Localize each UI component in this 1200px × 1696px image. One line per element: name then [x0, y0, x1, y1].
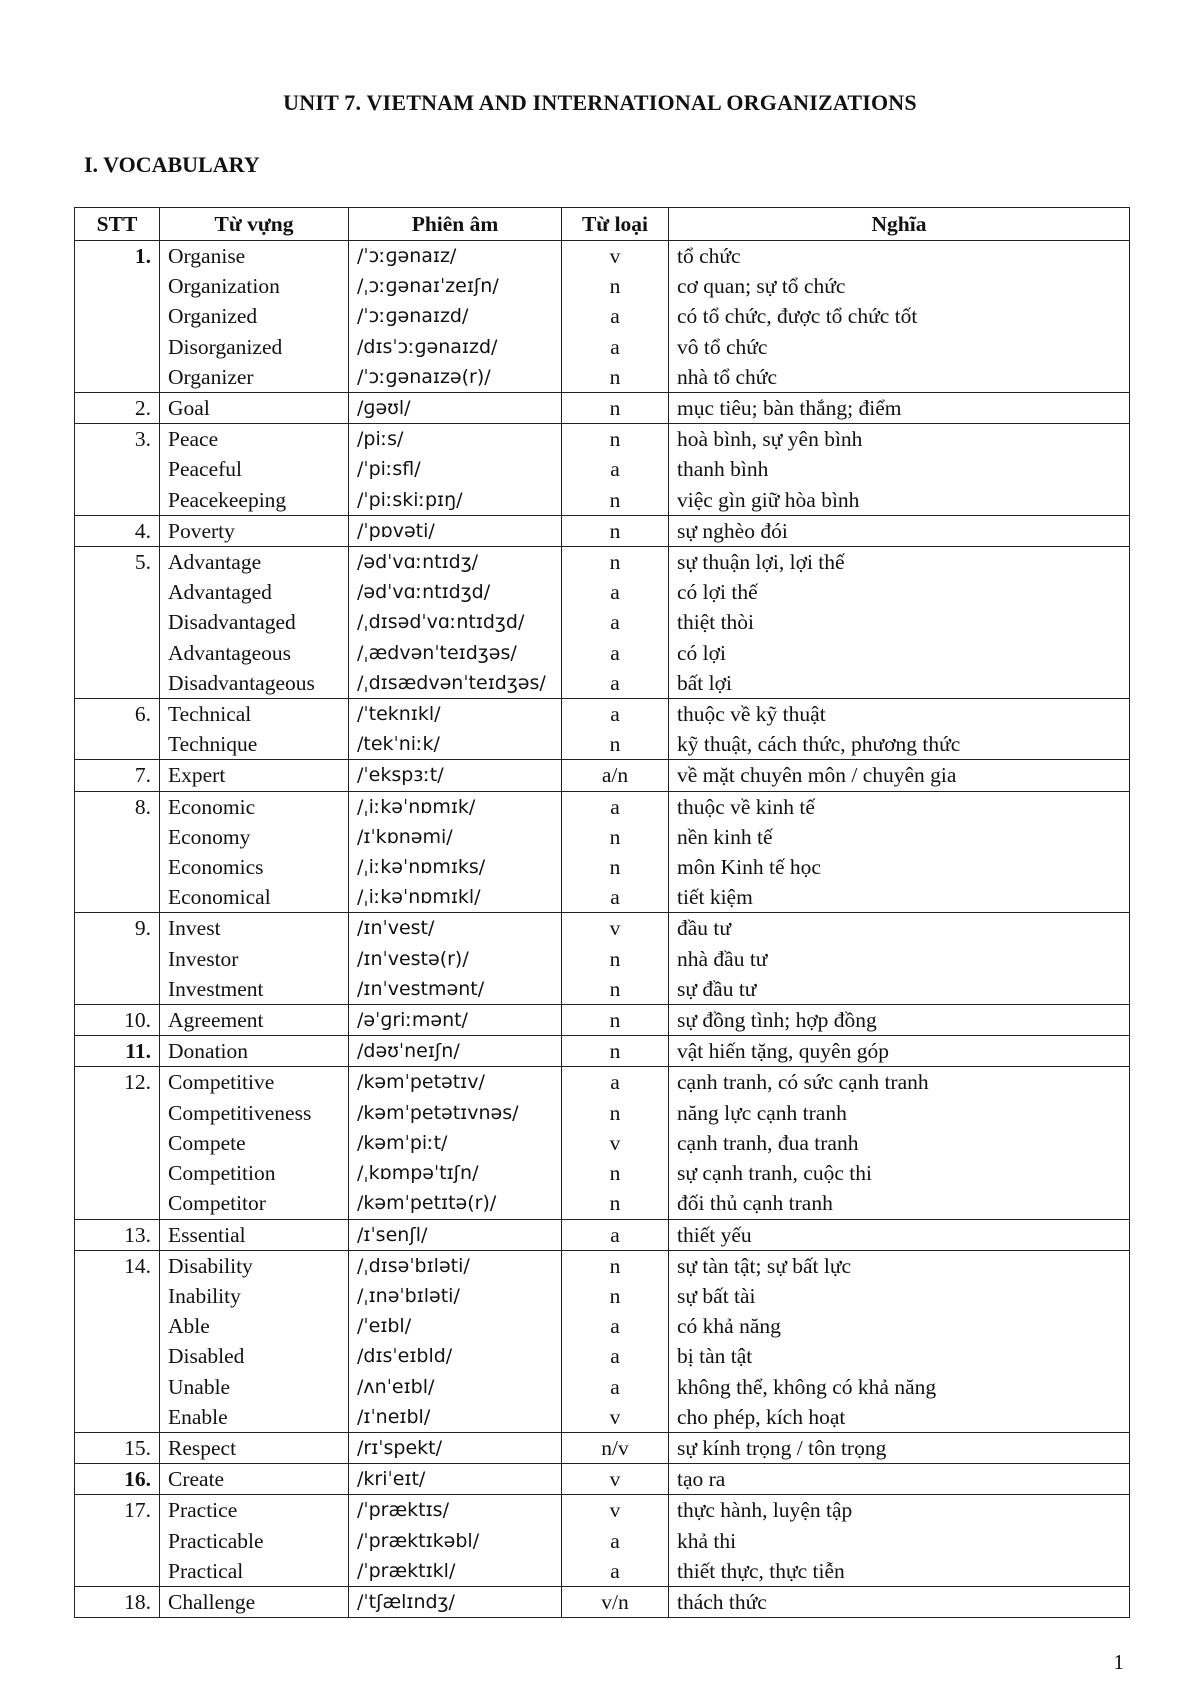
stt-cell [75, 1158, 160, 1188]
pos-cell: a [562, 1341, 669, 1371]
table-row [75, 699, 1130, 730]
vocab-group [75, 913, 1130, 1005]
ipa-cell: /ɪnˈvestə(r)/ [349, 944, 562, 974]
meaning-cell: thiết yếu [669, 1219, 1130, 1250]
pos-cell: n [562, 974, 669, 1005]
stt-cell [75, 1341, 160, 1371]
pos-cell: n [562, 424, 669, 455]
ipa-cell: /ɡəʊl/ [349, 393, 562, 424]
table-row [75, 515, 1130, 546]
meaning-cell: sự thuận lợi, lợi thế [669, 547, 1130, 578]
table-row [75, 1402, 1130, 1433]
stt-cell [75, 577, 160, 607]
word-cell: Economic [160, 791, 349, 822]
table-row [75, 1311, 1130, 1341]
ipa-cell: /ˈɔːɡənaɪz/ [349, 241, 562, 272]
pos-cell: n [562, 271, 669, 301]
vocab-group [75, 760, 1130, 791]
table-row [75, 1556, 1130, 1587]
table-header [75, 208, 1130, 241]
stt-cell: 2. [75, 393, 160, 424]
meaning-cell: sự kính trọng / tôn trọng [669, 1432, 1130, 1463]
pos-cell: a [562, 1219, 669, 1250]
stt-cell [75, 1281, 160, 1311]
vocab-group [75, 1250, 1130, 1432]
ipa-cell: /ˈteknɪkl/ [349, 699, 562, 730]
ipa-cell: /dəʊˈneɪʃn/ [349, 1036, 562, 1067]
word-cell: Expert [160, 760, 349, 791]
word-cell: Competition [160, 1158, 349, 1188]
table-row [75, 1128, 1130, 1158]
stt-cell [75, 1188, 160, 1219]
word-cell: Peace [160, 424, 349, 455]
word-cell: Practice [160, 1495, 349, 1526]
ipa-cell: /ˈpræktɪkəbl/ [349, 1526, 562, 1556]
vocab-group [75, 1219, 1130, 1250]
table-row [75, 332, 1130, 362]
pos-cell: a [562, 699, 669, 730]
stt-cell [75, 1311, 160, 1341]
header-pos: Từ loại [562, 208, 669, 241]
pos-cell: a [562, 668, 669, 699]
pos-cell: v/n [562, 1586, 669, 1617]
ipa-cell: /ɪˈsenʃl/ [349, 1219, 562, 1250]
meaning-cell: đối thủ cạnh tranh [669, 1188, 1130, 1219]
stt-cell [75, 638, 160, 668]
ipa-cell: /ˌdɪsədˈvɑːntɪdʒd/ [349, 607, 562, 637]
table-row [75, 944, 1130, 974]
pos-cell: n/v [562, 1432, 669, 1463]
stt-cell [75, 271, 160, 301]
pos-cell: a [562, 882, 669, 913]
pos-cell: a [562, 454, 669, 484]
table-row [75, 485, 1130, 516]
ipa-cell: /ədˈvɑːntɪdʒ/ [349, 547, 562, 578]
table-row [75, 760, 1130, 791]
ipa-cell: /ˈeɪbl/ [349, 1311, 562, 1341]
stt-cell: 5. [75, 547, 160, 578]
word-cell: Economics [160, 852, 349, 882]
table-row [75, 974, 1130, 1005]
word-cell: Goal [160, 393, 349, 424]
ipa-cell: /kəmˈpetɪtə(r)/ [349, 1188, 562, 1219]
word-cell: Inability [160, 1281, 349, 1311]
word-cell: Essential [160, 1219, 349, 1250]
ipa-cell: /piːs/ [349, 424, 562, 455]
ipa-cell: /ˈtʃælɪndʒ/ [349, 1586, 562, 1617]
table-row [75, 1372, 1130, 1402]
pos-cell: n [562, 729, 669, 760]
pos-cell: n [562, 547, 669, 578]
ipa-cell: /kəmˈpetətɪv/ [349, 1067, 562, 1098]
ipa-cell: /ˌiːkəˈnɒmɪks/ [349, 852, 562, 882]
pos-cell: a [562, 607, 669, 637]
pos-cell: n [562, 515, 669, 546]
meaning-cell: bị tàn tật [669, 1341, 1130, 1371]
word-cell: Economy [160, 822, 349, 852]
meaning-cell: tạo ra [669, 1464, 1130, 1495]
stt-cell: 14. [75, 1250, 160, 1281]
table-row [75, 1281, 1130, 1311]
meaning-cell: sự bất tài [669, 1281, 1130, 1311]
stt-cell [75, 301, 160, 331]
meaning-cell: năng lực cạnh tranh [669, 1098, 1130, 1128]
table-row [75, 1586, 1130, 1617]
pos-cell: n [562, 485, 669, 516]
stt-cell: 16. [75, 1464, 160, 1495]
ipa-cell: /ˈɔːɡənaɪzə(r)/ [349, 362, 562, 393]
table-row [75, 729, 1130, 760]
stt-cell: 4. [75, 515, 160, 546]
ipa-cell: /ɪˈneɪbl/ [349, 1402, 562, 1433]
table-row [75, 301, 1130, 331]
word-cell: Technical [160, 699, 349, 730]
meaning-cell: sự cạnh tranh, cuộc thi [669, 1158, 1130, 1188]
table-row [75, 852, 1130, 882]
table-row [75, 1250, 1130, 1281]
table-row [75, 424, 1130, 455]
word-cell: Advantage [160, 547, 349, 578]
stt-cell [75, 882, 160, 913]
pos-cell: n [562, 1036, 669, 1067]
vocab-group [75, 1464, 1130, 1495]
table-row [75, 1341, 1130, 1371]
stt-cell [75, 1372, 160, 1402]
word-cell: Able [160, 1311, 349, 1341]
table-row [75, 1464, 1130, 1495]
ipa-cell: /kəmˈpiːt/ [349, 1128, 562, 1158]
table-row [75, 668, 1130, 699]
ipa-cell: /kəmˈpetətɪvnəs/ [349, 1098, 562, 1128]
meaning-cell: tổ chức [669, 241, 1130, 272]
vocab-group [75, 547, 1130, 699]
meaning-cell: thiết thực, thực tiễn [669, 1556, 1130, 1587]
word-cell: Disability [160, 1250, 349, 1281]
word-cell: Create [160, 1464, 349, 1495]
stt-cell [75, 607, 160, 637]
word-cell: Advantageous [160, 638, 349, 668]
pos-cell: n [562, 822, 669, 852]
pos-cell: a [562, 638, 669, 668]
meaning-cell: cạnh tranh, đua tranh [669, 1128, 1130, 1158]
pos-cell: n [562, 1005, 669, 1036]
stt-cell: 18. [75, 1586, 160, 1617]
header-meaning: Nghĩa [669, 208, 1130, 241]
stt-cell: 6. [75, 699, 160, 730]
table-row [75, 362, 1130, 393]
pos-cell: a [562, 1526, 669, 1556]
table-row [75, 822, 1130, 852]
stt-cell [75, 944, 160, 974]
meaning-cell: tiết kiệm [669, 882, 1130, 913]
stt-cell [75, 668, 160, 699]
word-cell: Disabled [160, 1341, 349, 1371]
table-row [75, 1219, 1130, 1250]
meaning-cell: mục tiêu; bàn thắng; điểm [669, 393, 1130, 424]
ipa-cell: /ˈpiːskiːpɪŋ/ [349, 485, 562, 516]
ipa-cell: /ədˈvɑːntɪdʒd/ [349, 577, 562, 607]
ipa-cell: /ˈekspɜːt/ [349, 760, 562, 791]
meaning-cell: không thể, không có khả năng [669, 1372, 1130, 1402]
stt-cell [75, 332, 160, 362]
word-cell: Disadvantaged [160, 607, 349, 637]
stt-cell: 13. [75, 1219, 160, 1250]
meaning-cell: nền kinh tế [669, 822, 1130, 852]
word-cell: Invest [160, 913, 349, 944]
vocab-group [75, 241, 1130, 393]
word-cell: Disorganized [160, 332, 349, 362]
meaning-cell: cạnh tranh, có sức cạnh tranh [669, 1067, 1130, 1098]
meaning-cell: thuộc về kỹ thuật [669, 699, 1130, 730]
ipa-cell: /ɪnˈvest/ [349, 913, 562, 944]
meaning-cell: sự nghèo đói [669, 515, 1130, 546]
word-cell: Poverty [160, 515, 349, 546]
pos-cell: v [562, 1464, 669, 1495]
pos-cell: n [562, 852, 669, 882]
meaning-cell: đầu tư [669, 913, 1130, 944]
ipa-cell: /ˈpræktɪkl/ [349, 1556, 562, 1587]
meaning-cell: cho phép, kích hoạt [669, 1402, 1130, 1433]
pos-cell: a/n [562, 760, 669, 791]
stt-cell: 9. [75, 913, 160, 944]
table-row [75, 791, 1130, 822]
stt-cell: 3. [75, 424, 160, 455]
stt-cell [75, 1556, 160, 1587]
pos-cell: a [562, 1311, 669, 1341]
table-row [75, 607, 1130, 637]
header-row [75, 208, 1130, 241]
header-ipa: Phiên âm [349, 208, 562, 241]
pos-cell: n [562, 1188, 669, 1219]
table-row [75, 638, 1130, 668]
ipa-cell: /ˌdɪsædvənˈteɪdʒəs/ [349, 668, 562, 699]
stt-cell [75, 1402, 160, 1433]
meaning-cell: sự tàn tật; sự bất lực [669, 1250, 1130, 1281]
ipa-cell: /ˌiːkəˈnɒmɪk/ [349, 791, 562, 822]
pos-cell: a [562, 1067, 669, 1098]
pos-cell: n [562, 944, 669, 974]
ipa-cell: /ʌnˈeɪbl/ [349, 1372, 562, 1402]
word-cell: Organized [160, 301, 349, 331]
page-number: 1 [1113, 1650, 1124, 1674]
vocab-group [75, 791, 1130, 913]
word-cell: Advantaged [160, 577, 349, 607]
word-cell: Competitor [160, 1188, 349, 1219]
stt-cell [75, 974, 160, 1005]
pos-cell: a [562, 1556, 669, 1587]
pos-cell: v [562, 1128, 669, 1158]
table-row [75, 547, 1130, 578]
stt-cell [75, 362, 160, 393]
meaning-cell: thanh bình [669, 454, 1130, 484]
stt-cell [75, 822, 160, 852]
ipa-cell: /kriˈeɪt/ [349, 1464, 562, 1495]
stt-cell: 12. [75, 1067, 160, 1098]
word-cell: Disadvantageous [160, 668, 349, 699]
section-heading: I. VOCABULARY [84, 152, 260, 177]
vocab-group [75, 1432, 1130, 1463]
word-cell: Challenge [160, 1586, 349, 1617]
word-cell: Compete [160, 1128, 349, 1158]
ipa-cell: /ˌdɪsəˈbɪləti/ [349, 1250, 562, 1281]
ipa-cell: /ˌkɒmpəˈtɪʃn/ [349, 1158, 562, 1188]
vocab-group [75, 1586, 1130, 1617]
meaning-cell: bất lợi [669, 668, 1130, 699]
word-cell: Practicable [160, 1526, 349, 1556]
stt-cell [75, 454, 160, 484]
meaning-cell: về mặt chuyên môn / chuyên gia [669, 760, 1130, 791]
meaning-cell: sự đầu tư [669, 974, 1130, 1005]
ipa-cell: /ˈpræktɪs/ [349, 1495, 562, 1526]
meaning-cell: nhà đầu tư [669, 944, 1130, 974]
pos-cell: v [562, 913, 669, 944]
word-cell: Competitiveness [160, 1098, 349, 1128]
ipa-cell: /ˈpɒvəti/ [349, 515, 562, 546]
pos-cell: a [562, 791, 669, 822]
meaning-cell: cơ quan; sự tổ chức [669, 271, 1130, 301]
word-cell: Economical [160, 882, 349, 913]
meaning-cell: thuộc về kinh tế [669, 791, 1130, 822]
word-cell: Organise [160, 241, 349, 272]
table-row [75, 1188, 1130, 1219]
pos-cell: n [562, 1281, 669, 1311]
word-cell: Organization [160, 271, 349, 301]
table-row [75, 1036, 1130, 1067]
table-row [75, 1158, 1130, 1188]
table-row [75, 1098, 1130, 1128]
ipa-cell: /ˈpiːsfl/ [349, 454, 562, 484]
ipa-cell: /ˈɔːɡənaɪzd/ [349, 301, 562, 331]
word-cell: Technique [160, 729, 349, 760]
stt-cell [75, 1526, 160, 1556]
pos-cell: a [562, 301, 669, 331]
ipa-cell: /dɪsˈɔːɡənaɪzd/ [349, 332, 562, 362]
ipa-cell: /ˌɪnəˈbɪləti/ [349, 1281, 562, 1311]
meaning-cell: có khả năng [669, 1311, 1130, 1341]
table-row [75, 1432, 1130, 1463]
meaning-cell: hoà bình, sự yên bình [669, 424, 1130, 455]
vocab-group [75, 1067, 1130, 1219]
vocab-group [75, 393, 1130, 424]
pos-cell: n [562, 362, 669, 393]
ipa-cell: /ˌiːkəˈnɒmɪkl/ [349, 882, 562, 913]
pos-cell: a [562, 332, 669, 362]
word-cell: Peacekeeping [160, 485, 349, 516]
table-row [75, 1526, 1130, 1556]
table-row [75, 241, 1130, 272]
stt-cell: 1. [75, 241, 160, 272]
stt-cell [75, 1098, 160, 1128]
vocab-group [75, 699, 1130, 760]
ipa-cell: /dɪsˈeɪbld/ [349, 1341, 562, 1371]
stt-cell: 11. [75, 1036, 160, 1067]
vocab-group [75, 424, 1130, 516]
table-row [75, 1495, 1130, 1526]
word-cell: Unable [160, 1372, 349, 1402]
vocab-group [75, 1495, 1130, 1587]
ipa-cell: /ˌɔːɡənaɪˈzeɪʃn/ [349, 271, 562, 301]
ipa-cell: /ɪnˈvestmənt/ [349, 974, 562, 1005]
meaning-cell: có lợi thế [669, 577, 1130, 607]
vocab-group [75, 515, 1130, 546]
table-row [75, 393, 1130, 424]
word-cell: Peaceful [160, 454, 349, 484]
table-row [75, 1067, 1130, 1098]
word-cell: Competitive [160, 1067, 349, 1098]
ipa-cell: /ɪˈkɒnəmi/ [349, 822, 562, 852]
pos-cell: n [562, 1250, 669, 1281]
table-row [75, 1005, 1130, 1036]
meaning-cell: có tổ chức, được tổ chức tốt [669, 301, 1130, 331]
pos-cell: v [562, 1495, 669, 1526]
ipa-cell: /rɪˈspekt/ [349, 1432, 562, 1463]
stt-cell [75, 729, 160, 760]
meaning-cell: thực hành, luyện tập [669, 1495, 1130, 1526]
pos-cell: v [562, 1402, 669, 1433]
stt-cell: 10. [75, 1005, 160, 1036]
stt-cell: 8. [75, 791, 160, 822]
pos-cell: n [562, 1158, 669, 1188]
stt-cell: 17. [75, 1495, 160, 1526]
pos-cell: a [562, 1372, 669, 1402]
stt-cell: 7. [75, 760, 160, 791]
pos-cell: n [562, 393, 669, 424]
meaning-cell: khả thi [669, 1526, 1130, 1556]
meaning-cell: môn Kinh tế học [669, 852, 1130, 882]
stt-cell [75, 852, 160, 882]
meaning-cell: sự đồng tình; hợp đồng [669, 1005, 1130, 1036]
table-row [75, 271, 1130, 301]
meaning-cell: việc gìn giữ hòa bình [669, 485, 1130, 516]
vocabulary-table [74, 207, 1130, 1618]
meaning-cell: vật hiến tặng, quyên góp [669, 1036, 1130, 1067]
ipa-cell: /əˈɡriːmənt/ [349, 1005, 562, 1036]
table-row [75, 577, 1130, 607]
pos-cell: n [562, 1098, 669, 1128]
word-cell: Investor [160, 944, 349, 974]
table-row [75, 882, 1130, 913]
table-row [75, 454, 1130, 484]
vocab-group [75, 1005, 1130, 1036]
ipa-cell: /ˌædvənˈteɪdʒəs/ [349, 638, 562, 668]
vocab-group [75, 1036, 1130, 1067]
word-cell: Organizer [160, 362, 349, 393]
word-cell: Donation [160, 1036, 349, 1067]
ipa-cell: /tekˈniːk/ [349, 729, 562, 760]
header-word: Từ vựng [160, 208, 349, 241]
pos-cell: v [562, 241, 669, 272]
word-cell: Practical [160, 1556, 349, 1587]
meaning-cell: vô tổ chức [669, 332, 1130, 362]
word-cell: Enable [160, 1402, 349, 1433]
stt-cell [75, 485, 160, 516]
word-cell: Investment [160, 974, 349, 1005]
stt-cell: 15. [75, 1432, 160, 1463]
header-stt: STT [75, 208, 160, 241]
stt-cell [75, 1128, 160, 1158]
meaning-cell: thiệt thòi [669, 607, 1130, 637]
pos-cell: a [562, 577, 669, 607]
meaning-cell: thách thức [669, 1586, 1130, 1617]
word-cell: Respect [160, 1432, 349, 1463]
meaning-cell: kỹ thuật, cách thức, phương thức [669, 729, 1130, 760]
meaning-cell: có lợi [669, 638, 1130, 668]
word-cell: Agreement [160, 1005, 349, 1036]
table-row [75, 913, 1130, 944]
document-title: UNIT 7. VIETNAM AND INTERNATIONAL ORGANIZATIONS [283, 90, 917, 115]
meaning-cell: nhà tổ chức [669, 362, 1130, 393]
